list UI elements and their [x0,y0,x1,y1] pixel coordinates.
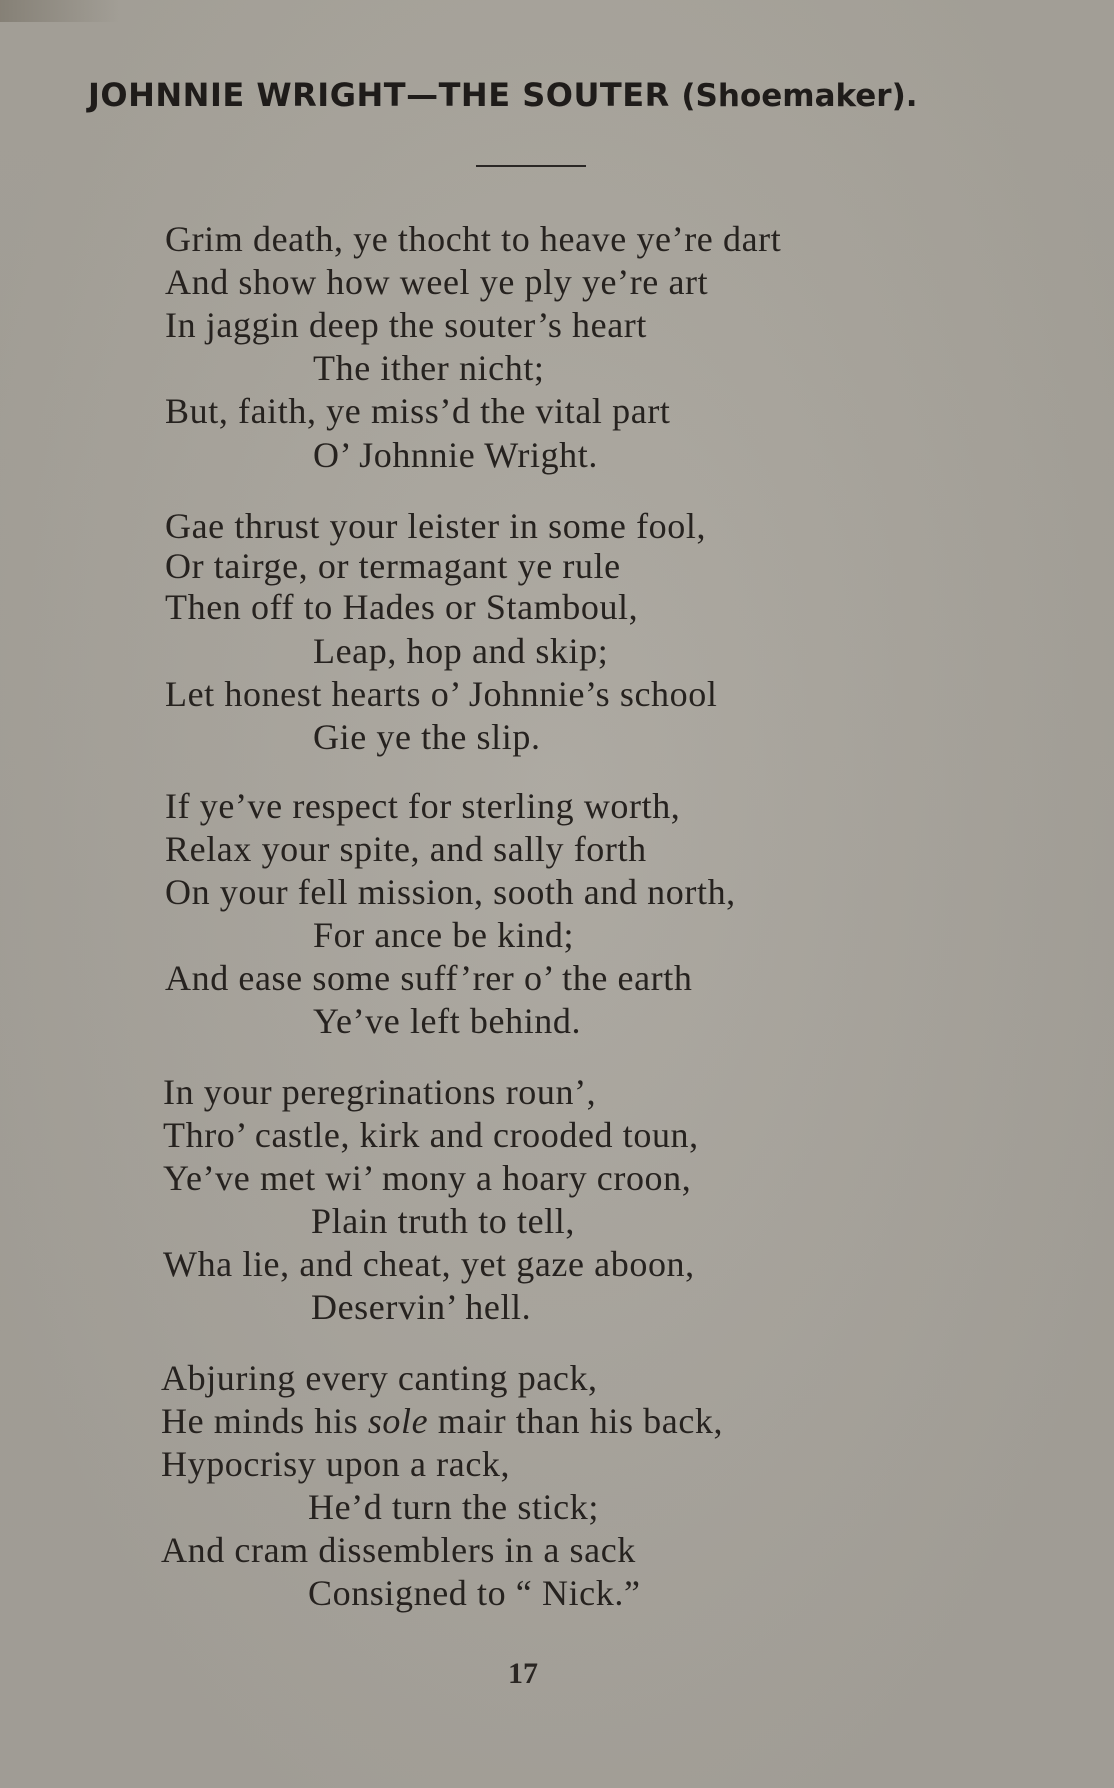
poem-line [161,1400,723,1442]
poem-line: If ye’ve respect for sterling worth, [165,786,681,826]
poem-title-subtitle: (Shoemaker). [681,78,918,114]
poem-line: And cram dissemblers in a sack [161,1530,636,1570]
poem-line: On your fell mission, sooth and north, [165,872,736,912]
poem-line: In your peregrinations roun’, [163,1072,597,1112]
poem-line: Gie ye the slip. [313,717,541,757]
poem-line: O’ Johnnie Wright. [313,435,598,475]
poem-line: Deservin’ hell. [311,1287,532,1327]
poem-line: And ease some suff’rer o’ the earth [165,958,693,998]
poem-line: Relax your spite, and sally forth [165,829,647,869]
poem-line: Leap, hop and skip; [313,631,609,671]
poem-line-end: mair than his back, [428,1401,724,1441]
poem-line-italic-word: sole [367,1401,429,1441]
poem-line: Grim death, ye thocht to heave ye’re dart [165,219,782,259]
poem-line: Gae thrust your leister in some fool, [165,506,707,546]
poem-line: Then off to Hades or Stamboul, [165,587,639,627]
poem-line-start: He minds his [161,1401,368,1441]
page-number: 17 [508,1657,538,1690]
poem-line: In jaggin deep the souter’s heart [165,305,647,345]
poem-line: Or tairge, or termagant ye rule [165,546,621,586]
poem-line: But, faith, ye miss’d the vital part [165,391,671,431]
poem-line: Plain truth to tell, [311,1201,575,1241]
poem-line: And show how weel ye ply ye’re art [165,262,709,302]
poem-title-main: JOHNNIE WRIGHT—THE SOUTER [88,76,670,114]
poem-line: Consigned to “ Nick.” [308,1573,641,1613]
poem-line: He’d turn the stick; [308,1487,599,1527]
poem-line: Thro’ castle, kirk and crooded toun, [163,1115,699,1155]
poem-line: Let honest hearts o’ Johnnie’s school [165,674,718,714]
poem-line: For ance be kind; [313,915,575,955]
poem-line: Wha lie, and cheat, yet gaze aboon, [163,1244,695,1284]
poem-line: Ye’ve left behind. [313,1001,582,1041]
poem-line: The ither nicht; [313,348,545,388]
poem-line: Abjuring every canting pack, [161,1358,598,1398]
poem-line: Ye’ve met wi’ mony a hoary croon, [163,1158,692,1198]
poem-line: Hypocrisy upon a rack, [161,1444,511,1484]
